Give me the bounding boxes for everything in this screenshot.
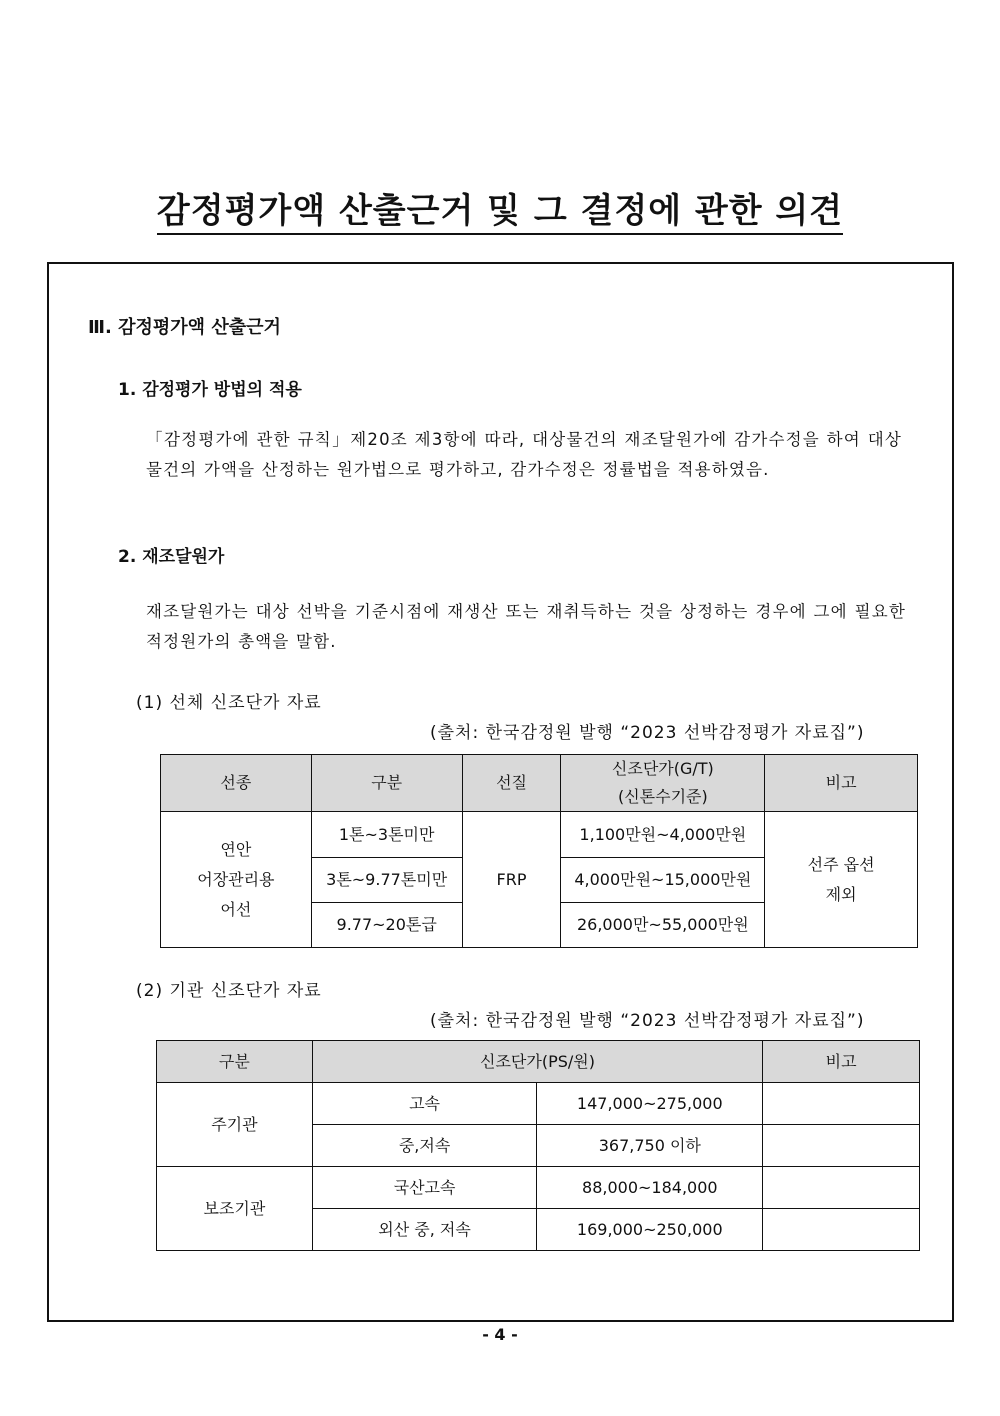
category-cell: 1톤~3톤미만 bbox=[311, 812, 462, 858]
table-row bbox=[161, 812, 918, 858]
engine-table-source: (출처: 한국감정원 발행 “2023 선박감정평가 자료집”) bbox=[430, 1011, 865, 1031]
table-row bbox=[157, 1083, 920, 1125]
header-category: 구분 bbox=[311, 755, 462, 812]
header-category: 구분 bbox=[157, 1041, 313, 1083]
note-cell: 선주 옵션 제외 bbox=[765, 812, 918, 948]
note-cell bbox=[763, 1083, 920, 1125]
note-cell bbox=[763, 1209, 920, 1251]
ship-type-cell: 연안 어장관리용 어선 bbox=[161, 812, 312, 948]
table-row bbox=[157, 1167, 920, 1209]
document-title: 감정평가액 산출근거 및 그 결정에 관한 의견 bbox=[0, 183, 1000, 232]
price-cell: 88,000~184,000 bbox=[537, 1167, 763, 1209]
price-cell: 1,100만원~4,000만원 bbox=[561, 812, 765, 858]
hull-price-table bbox=[160, 754, 918, 948]
header-note: 비고 bbox=[763, 1041, 920, 1083]
price-cell: 169,000~250,000 bbox=[537, 1209, 763, 1251]
price-cell: 26,000만~55,000만원 bbox=[561, 903, 765, 948]
engine-price-table bbox=[156, 1040, 920, 1251]
engine-type-cell: 고속 bbox=[312, 1083, 537, 1125]
header-material: 선질 bbox=[462, 755, 561, 812]
engine-type-cell: 국산고속 bbox=[312, 1167, 537, 1209]
header-unit-price: 신조단가(G/T) (신톤수기준) bbox=[561, 755, 765, 812]
engine-group-cell: 주기관 bbox=[157, 1083, 313, 1167]
replacement-cost-paragraph: 재조달원가는 대상 선박을 기준시점에 재생산 또는 재취득하는 것을 상정하는 경우에 그에 필요한 적정원가의 총액을 말함. bbox=[146, 602, 906, 651]
category-cell: 3톤~9.77톤미만 bbox=[311, 858, 462, 903]
section-heading: Ⅲ. 감정평가액 산출근거 bbox=[88, 317, 281, 338]
subsection-heading-method: 1. 감정평가 방법의 적용 bbox=[118, 380, 302, 400]
engine-type-cell: 중,저속 bbox=[312, 1125, 537, 1167]
table-header-row bbox=[161, 755, 918, 812]
engine-type-cell: 외산 중, 저속 bbox=[312, 1209, 537, 1251]
hull-table-source: (출처: 한국감정원 발행 “2023 선박감정평가 자료집”) bbox=[430, 723, 865, 743]
header-unit-price: 신조단가(PS/원) bbox=[312, 1041, 762, 1083]
engine-table-caption: (2) 기관 신조단가 자료 bbox=[136, 981, 322, 1001]
note-cell bbox=[763, 1125, 920, 1167]
category-cell: 9.77~20톤급 bbox=[311, 903, 462, 948]
header-ship-type: 선종 bbox=[161, 755, 312, 812]
table-header-row bbox=[157, 1041, 920, 1083]
subsection-heading-replacement-cost: 2. 재조달원가 bbox=[118, 547, 225, 567]
engine-group-cell: 보조기관 bbox=[157, 1167, 313, 1251]
page-number: - 4 - bbox=[482, 1325, 518, 1344]
note-cell bbox=[763, 1167, 920, 1209]
header-note: 비고 bbox=[765, 755, 918, 812]
price-cell: 147,000~275,000 bbox=[537, 1083, 763, 1125]
price-cell: 4,000만원~15,000만원 bbox=[561, 858, 765, 903]
hull-table-caption: (1) 선체 신조단가 자료 bbox=[136, 693, 322, 713]
method-paragraph: 「감정평가에 관한 규칙」제20조 제3항에 따라, 대상물건의 재조달원가에 감가수정을 하여 대상물건의 가액을 산정하는 원가법으로 평가하고, 감가수정은 정률법을 적용하였음. bbox=[146, 430, 902, 479]
price-cell: 367,750 이하 bbox=[537, 1125, 763, 1167]
material-cell: FRP bbox=[462, 812, 561, 948]
